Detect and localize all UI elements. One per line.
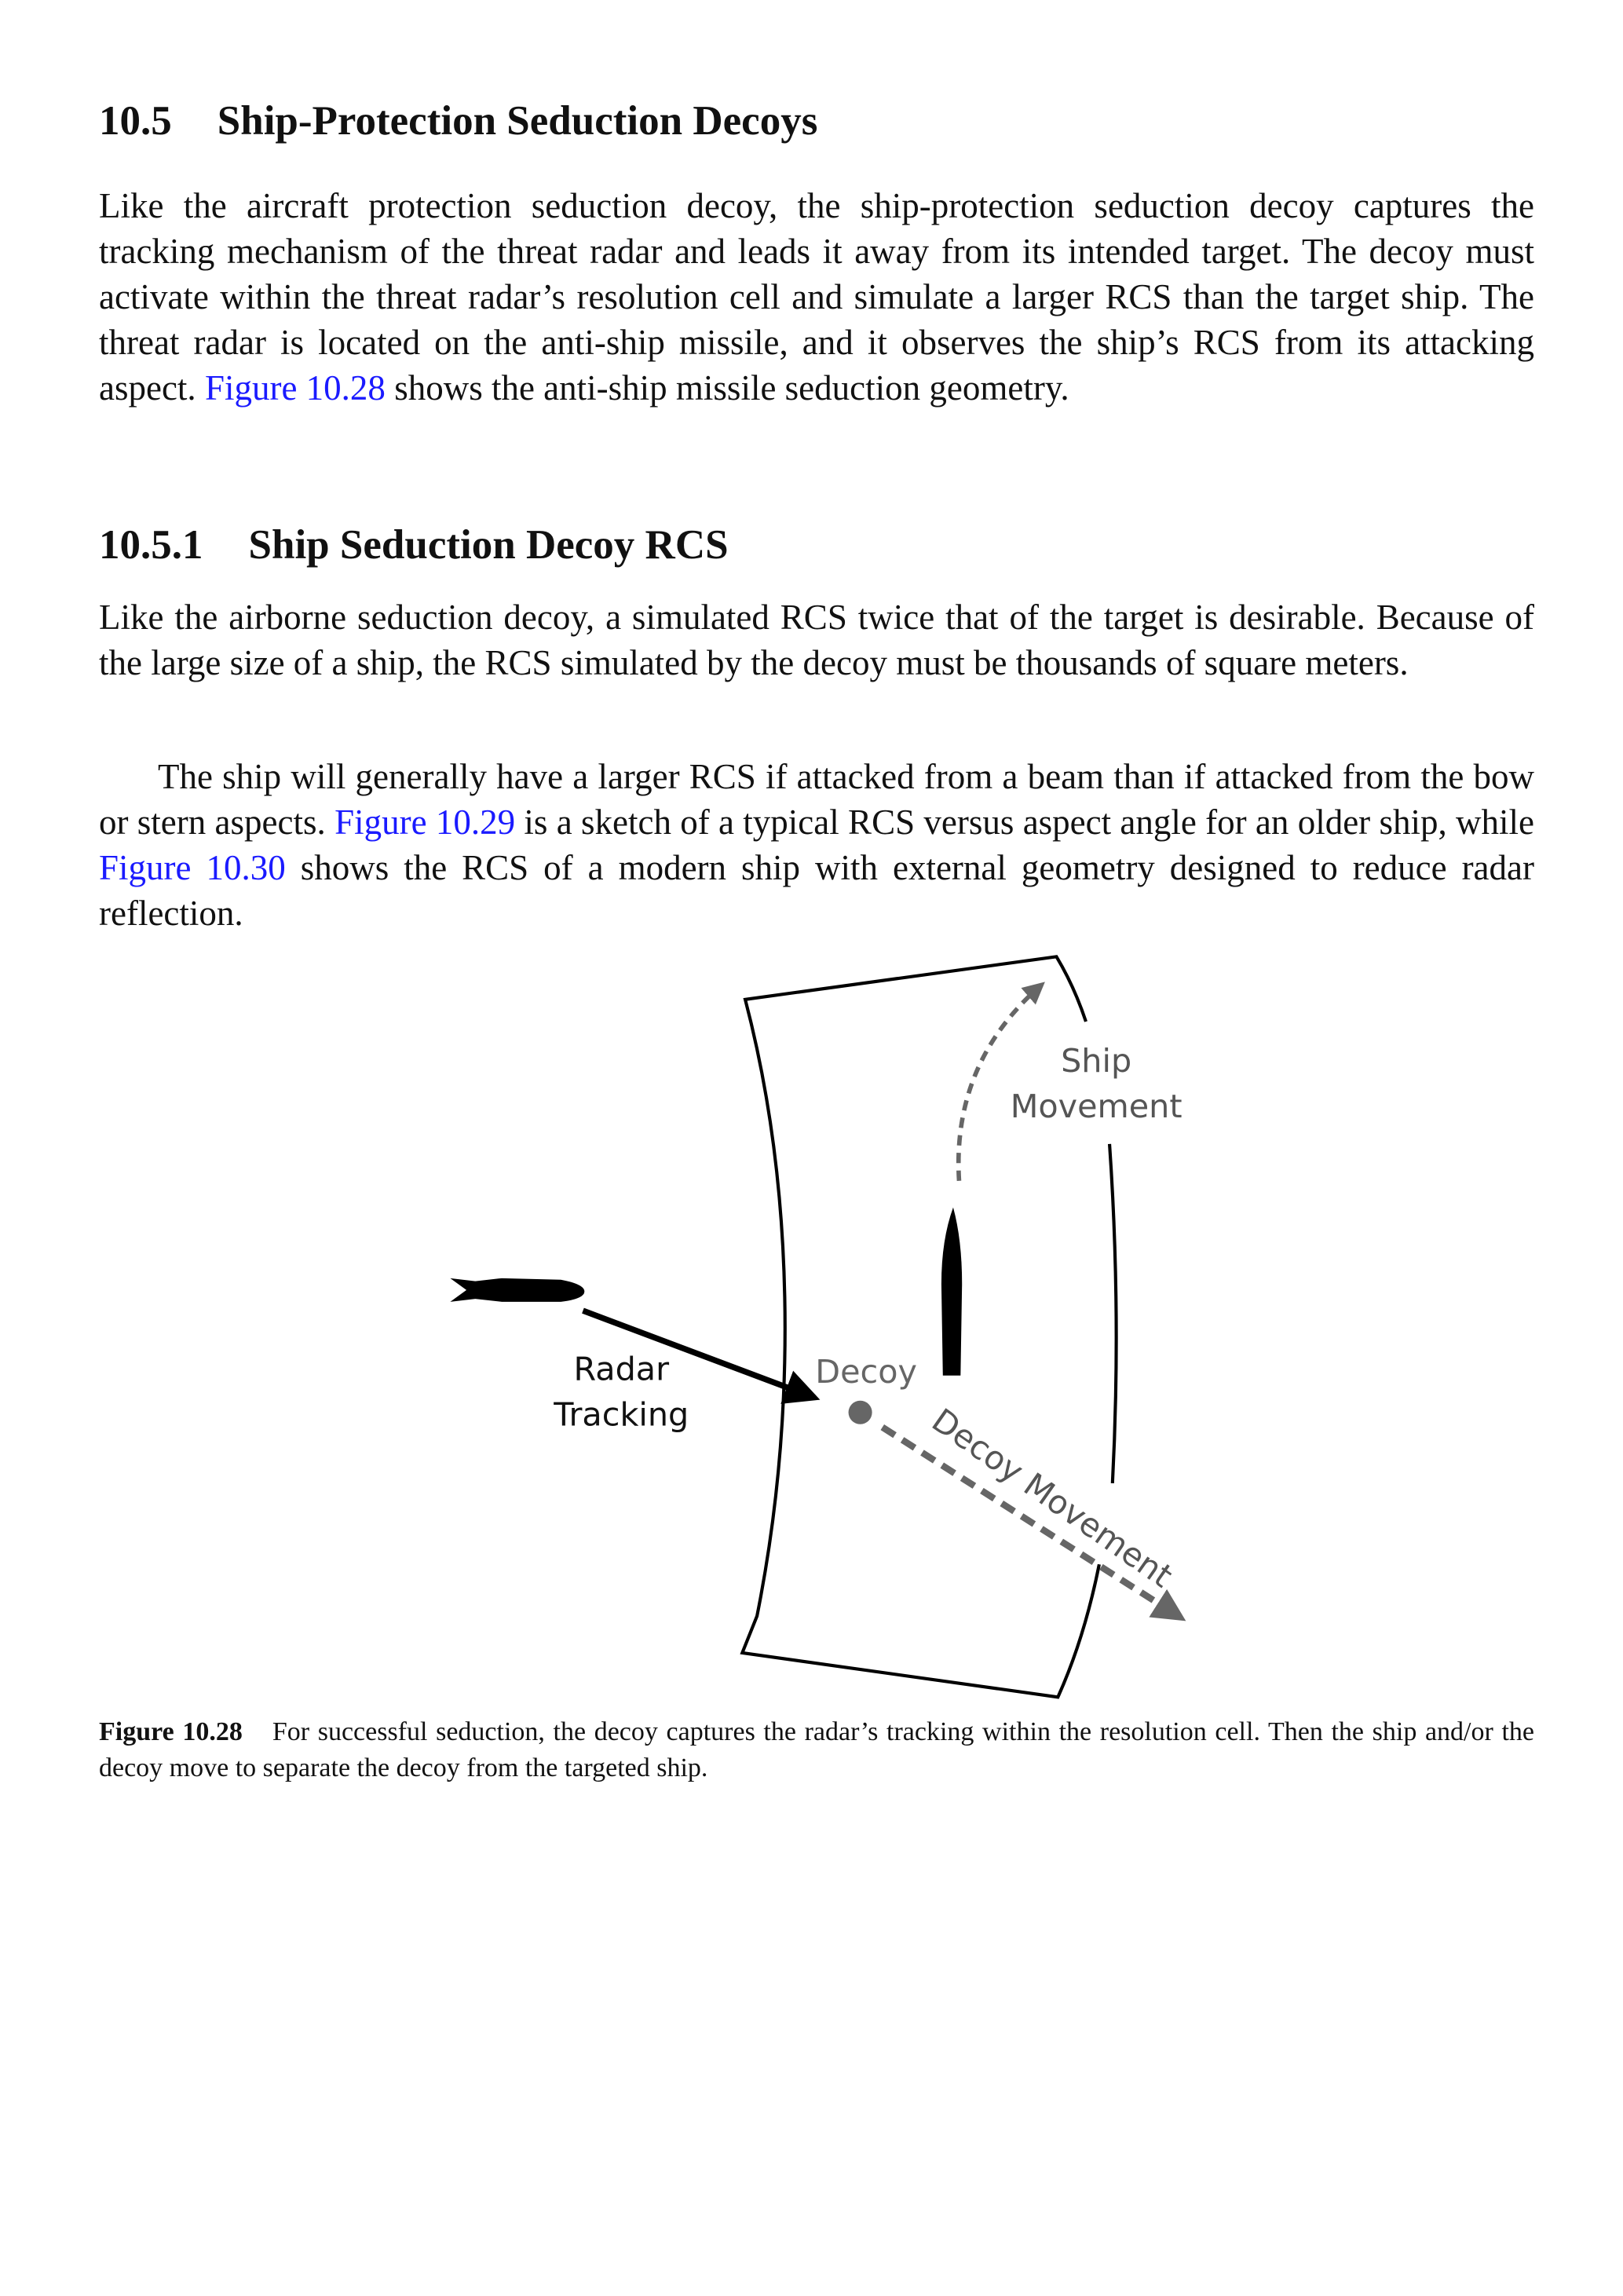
ship-movement-label: Movement [1010, 1088, 1183, 1126]
paragraph-2 [99, 594, 1534, 686]
subsection-title: Ship Seduction Decoy RCS [248, 522, 729, 568]
paragraph-text: Like the airborne seduction decoy, a simulated RCS twice that of the target is desirable. Because of the large size of a ship, the RCS simulated by the decoy must be thousands of square meters. [99, 598, 1534, 682]
missile-icon [450, 1278, 584, 1302]
figure-10-30-link[interactable]: Figure 10.30 [99, 848, 286, 887]
paragraph-1 [99, 183, 1534, 411]
decoy-movement-arrow [883, 1428, 1180, 1618]
caption-label: Figure 10.28 [99, 1717, 243, 1746]
seduction-geometry-figure [443, 945, 1195, 1705]
section-number: 10.5 [99, 98, 172, 144]
ship-movement-arrow [959, 985, 1042, 1181]
decoy-movement-label: Decoy Movement [925, 1401, 1179, 1596]
paragraph-text: Like the aircraft protection seduction decoy, the ship-protection seduction decoy captures the tracking mechanism of the threat radar and leads it away from its intended target. The decoy must activate within the threat radar’s resolution cell and simulate a larger RCS than the target ship. The threat radar is located on the anti-ship missile, and it observes the ship’s RCS from its attacking aspect. [99, 186, 1534, 408]
figure-caption [99, 1714, 1534, 1786]
radar-tracking-label: Radar [573, 1350, 670, 1388]
figure-10-28-link[interactable]: Figure 10.28 [204, 368, 386, 408]
decoy-dot [849, 1401, 872, 1424]
paragraph-text: shows the RCS of a modern ship with external geometry designed to reduce radar reflection. [99, 848, 1534, 933]
paragraph-text: The ship will generally have a larger RCS if attacked from a beam than if attacked from the bow or stern aspects. [99, 757, 1534, 842]
ship-movement-label: Ship [1061, 1041, 1132, 1080]
radar-tracking-label: Tracking [554, 1395, 689, 1434]
paragraph-3 [99, 754, 1534, 936]
caption-text: For successful seduction, the decoy captures the radar’s tracking within the resolution cell. Then the ship and/or the decoy move to separate the decoy from the targeted ship. [99, 1717, 1534, 1782]
figure-10-29-link[interactable]: Figure 10.29 [334, 803, 516, 842]
paragraph-text: is a sketch of a typical RCS versus aspect angle for an older ship, while [515, 803, 1535, 842]
section-heading [99, 96, 1534, 146]
decoy-label: Decoy [815, 1353, 917, 1391]
subsection-heading [99, 520, 1534, 570]
ship-icon [941, 1208, 962, 1376]
paragraph-text: shows the anti-ship missile seduction geometry. [385, 368, 1069, 408]
section-title: Ship-Protection Seduction Decoys [217, 98, 818, 144]
subsection-number: 10.5.1 [99, 522, 203, 568]
